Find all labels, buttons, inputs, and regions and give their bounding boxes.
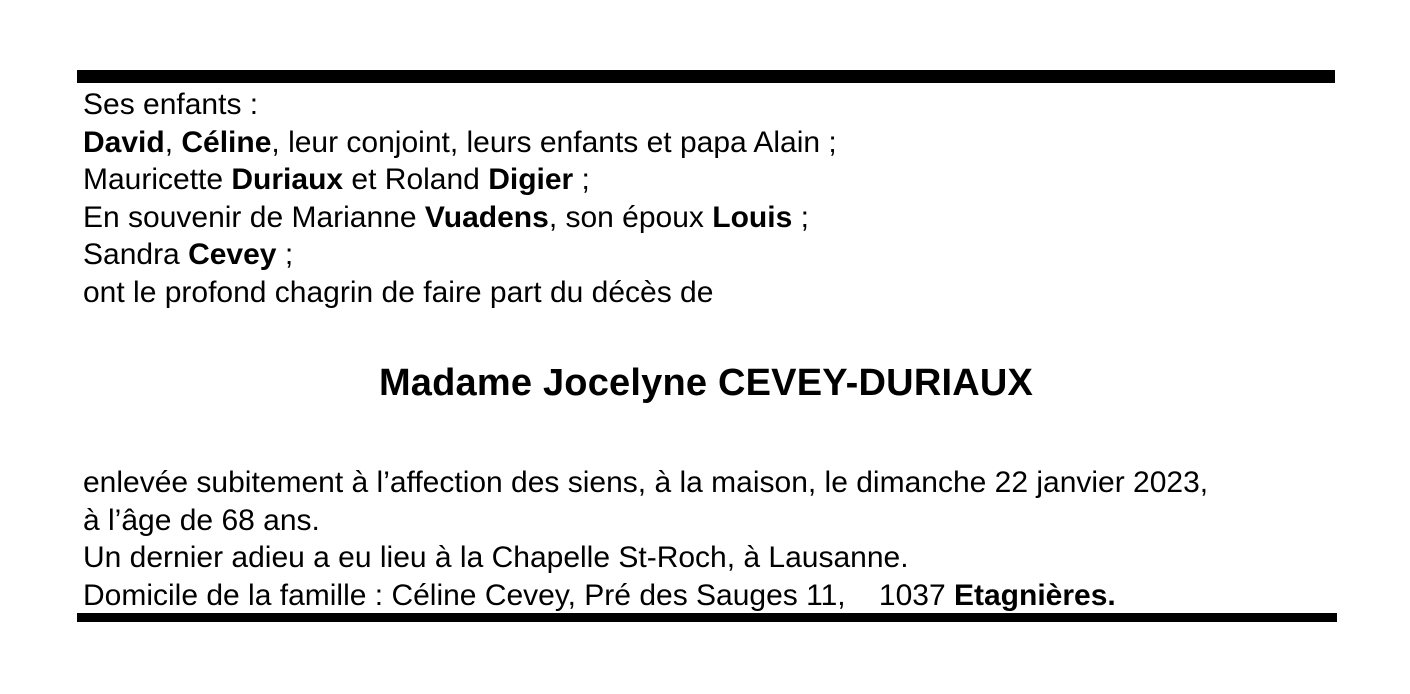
text-segment: Ses enfants : [83, 88, 259, 121]
name-emphasis: Duriaux [231, 163, 344, 197]
text-segment: à l’âge de 68 ans. [83, 503, 320, 537]
name-emphasis: David [83, 125, 165, 159]
name-emphasis: Louis [712, 200, 793, 234]
notice-line [83, 274, 1343, 312]
notice-details-block [83, 464, 1343, 614]
notice-line [83, 577, 1343, 615]
notice-line [83, 161, 1343, 199]
notice-line [83, 502, 1343, 540]
text-segment: ; [573, 163, 590, 197]
notice-line [83, 124, 1343, 162]
notice-line [83, 539, 1343, 577]
text-segment: et Roland [343, 163, 489, 197]
text-segment: ; [276, 238, 294, 272]
bottom-border-rule [77, 613, 1337, 622]
notice-line [83, 199, 1343, 237]
text-segment: , son époux [548, 200, 713, 234]
text-segment: enlevée subitement à l’affection des siens, à la maison, le dimanche 22 janvier 2023, [83, 466, 1209, 499]
text-segment: ; [792, 200, 809, 234]
name-emphasis: Cevey [188, 238, 277, 272]
deceased-name-headline: Madame Jocelyne CEVEY-DURIAUX [378, 362, 1034, 404]
notice-line [83, 464, 1343, 502]
top-border-rule [77, 70, 1335, 83]
family-intro-block [83, 86, 1343, 312]
name-emphasis: Etagnières. [954, 578, 1116, 612]
text-segment: , leur conjoint, leurs enfants et papa Alain ; [271, 125, 837, 159]
text-segment: Un dernier adieu a eu lieu à la Chapelle St-Roch, à Lausanne. [83, 541, 909, 575]
name-emphasis: Digier [488, 163, 574, 197]
name-emphasis: Céline [181, 125, 272, 159]
notice-line [83, 86, 1343, 124]
text-segment: Domicile de la famille : Céline Cevey, Pré des Sauges 11, 1037 [83, 578, 954, 612]
notice-line [83, 236, 1343, 274]
text-segment: , [164, 125, 182, 159]
text-segment: En souvenir de Marianne [83, 200, 425, 234]
text-segment: Sandra [83, 238, 189, 272]
name-emphasis: Vuadens [424, 200, 549, 234]
text-segment: ont le profond chagrin de faire part du décès de [83, 275, 714, 309]
text-segment: Mauricette [83, 163, 232, 197]
